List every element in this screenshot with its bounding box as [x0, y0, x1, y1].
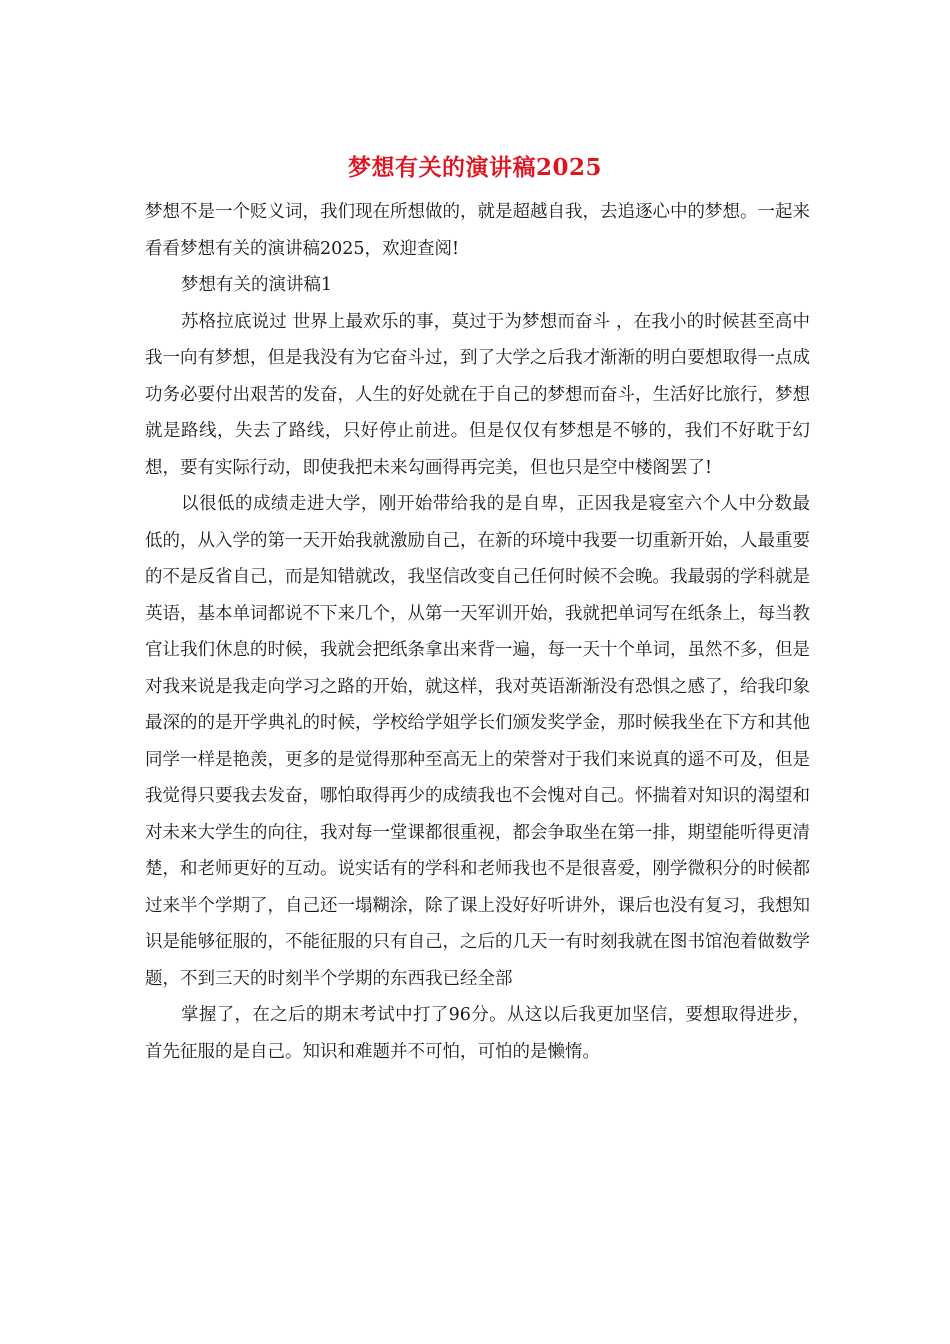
- section-heading: 梦想有关的演讲稿1: [181, 275, 333, 295]
- intro-paragraph: 梦想不是一个贬义词，我们现在所想做的，就是超越自我，去追逐心中的梦想。一起来看看梦想有关的演讲稿2025，欢迎查阅!: [145, 202, 810, 259]
- body-paragraph: 以很低的成绩走进大学，刚开始带给我的是自卑，正因我是寝室六个人中分数最低的，从入学的第一天开始我就激励自己，在新的环境中我要一切重新开始，人最重要的不是反省自己，而是知错就改，我坚信改变自己任何时候不会晚。我最弱的学科就是英语，基本单词都说不下来几个，从第一天军训开始，我就把单词写在纸条上，每当教官让我们休息的时候，我就会把纸条拿出来背一遍，每一天十个单词，虽然不多，但是对我来说是我走向学习之路的开始，就这样，我对英语渐渐没有恐惧之感了，给我印象最深的的是开学典礼的时候，学校给学姐学长们颁发奖学金，那时候我坐在下方和其他同学一样是艳羡，更多的是觉得那种至高无上的荣誉对于我们来说真的遥不可及，但是我觉得只要我去发奋，哪怕取得再少的成绩我也不会愧对自己。怀揣着对知识的渴望和对未来大学生的向往，我对每一堂课都很重视，都会争取坐在第一排，期望能听得更清楚，和老师更好的互动。说实话有的学科和老师我也不是很喜爱，刚学微积分的时候都过来半个学期了，自己还一塌糊涂，除了课上没好好听讲外，课后也没有复习，我想知识是能够征服的，不能征服的只有自己，之后的几天一有时刻我就在图书馆泡着做数学题，不到三天的时刻半个学期的东西我已经全部: [145, 494, 810, 989]
- document-body: [145, 194, 810, 1070]
- body-paragraph: 苏格拉底说过 世界上最欢乐的事，莫过于为梦想而奋斗 ，在我小的时候甚至高中我一向有梦想，但是我没有为它奋斗过，到了大学之后我才渐渐的明白要想取得一点成功务必要付出艰苦的发奋，人生的好处就在于自己的梦想而奋斗，生活好比旅行，梦想就是路线，失去了路线，只好停止前进。但是仅仅有梦想是不够的，我们不好耽于幻想，要有实际行动，即使我把未来勾画得再完美，但也只是空中楼阁罢了!: [145, 311, 810, 478]
- document-title: 梦想有关的演讲稿2025: [347, 154, 602, 181]
- body-paragraph: 掌握了，在之后的期末考试中打了96分。从这以后我更加坚信，要想取得进步，首先征服的是自己。知识和难题并不可怕，可怕的是懒惰。: [145, 1005, 810, 1062]
